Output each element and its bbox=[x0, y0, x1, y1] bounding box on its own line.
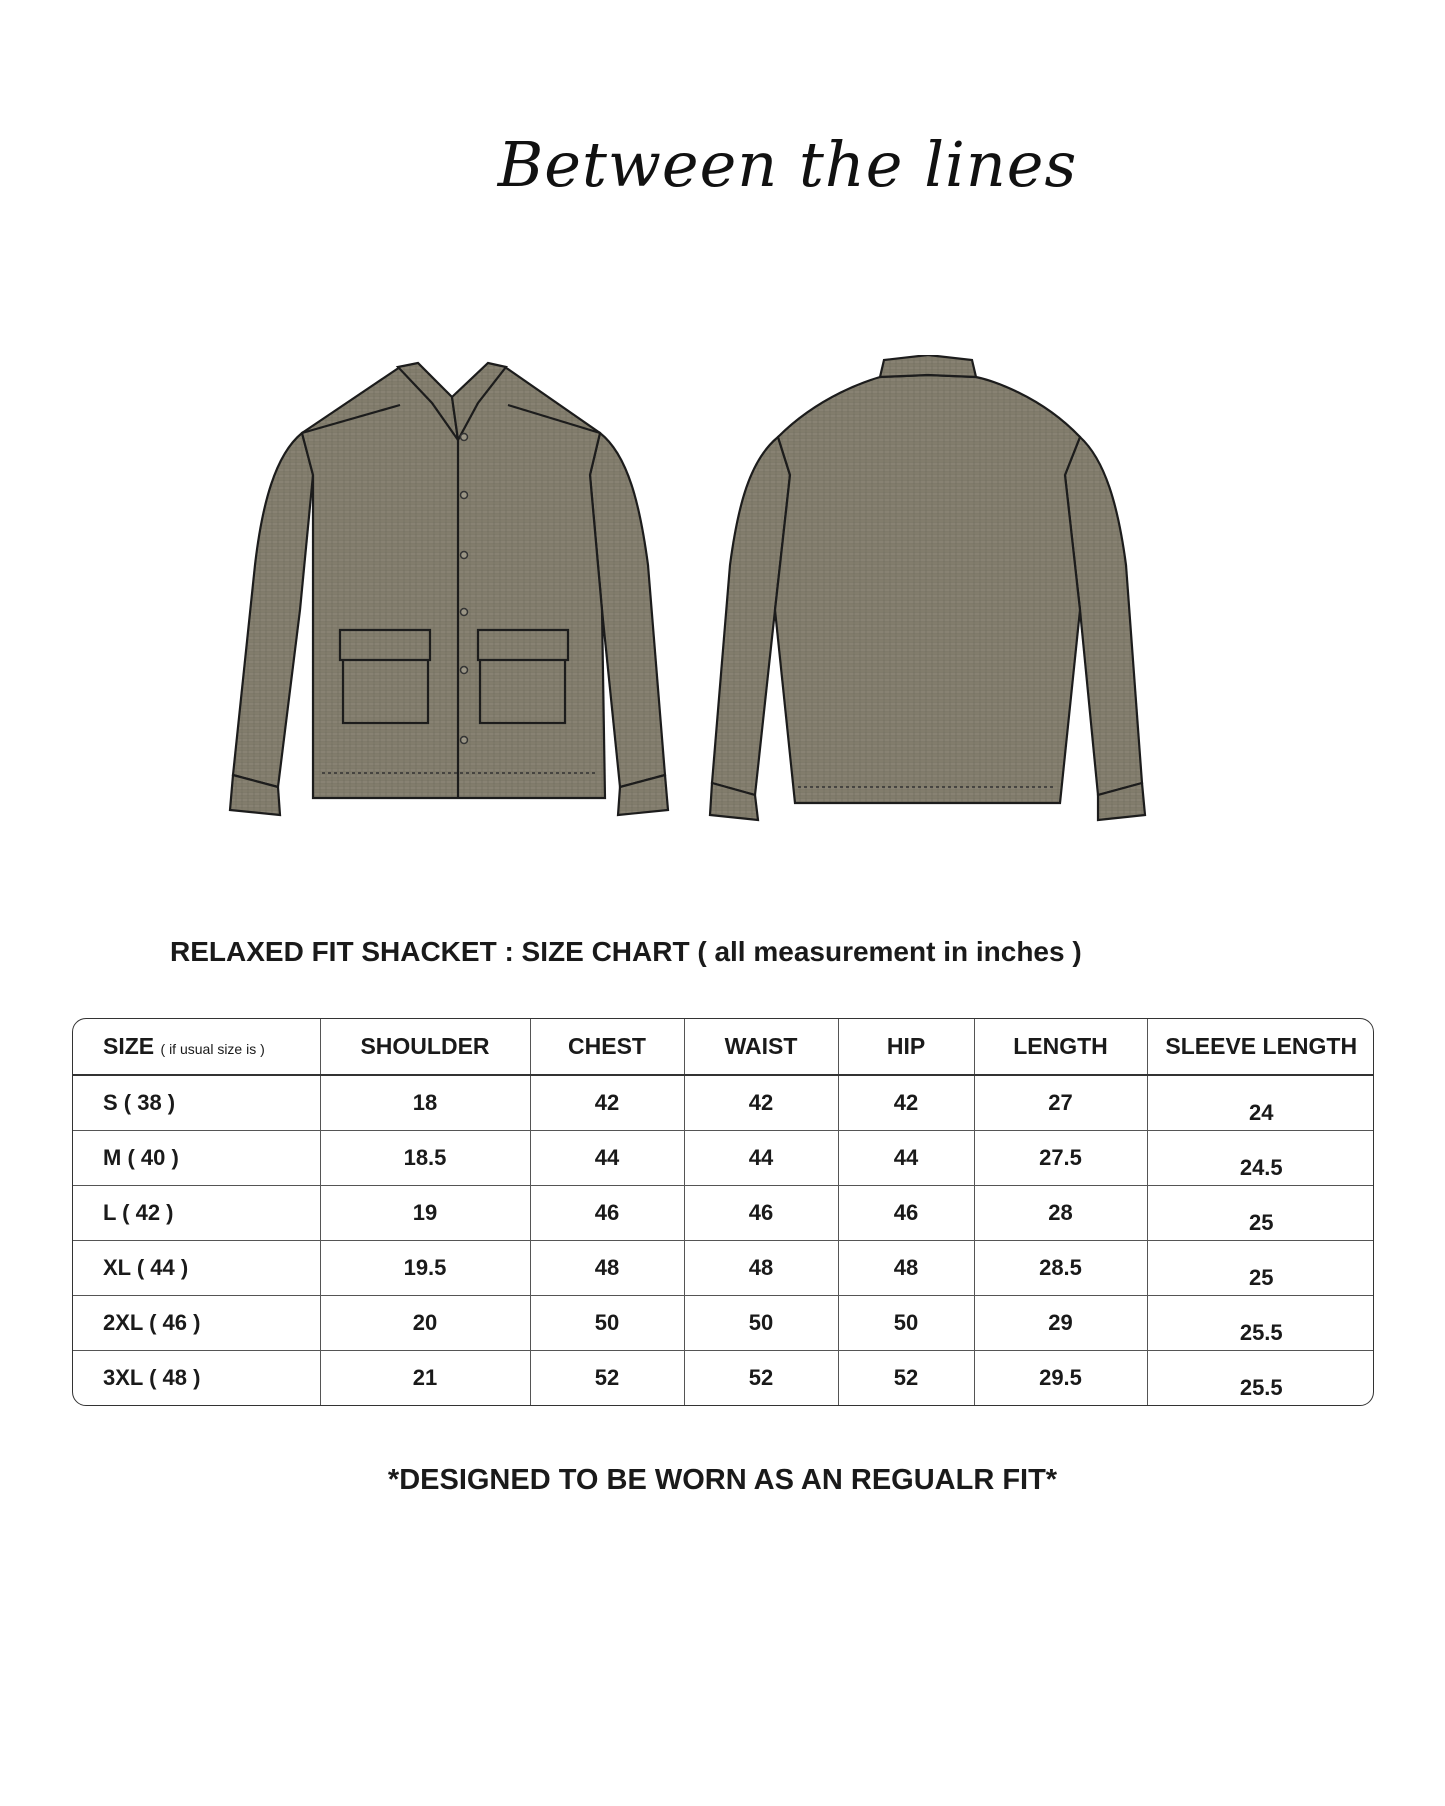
size-table bbox=[73, 1019, 1374, 1405]
header-size-label: SIZE bbox=[103, 1033, 155, 1059]
cell-sleeve-length bbox=[1147, 1296, 1374, 1351]
cell-sleeve-value: 24 bbox=[1249, 1100, 1274, 1125]
cell-sleeve-length bbox=[1147, 1351, 1374, 1406]
cell-sleeve-length bbox=[1147, 1241, 1374, 1296]
cell-waist: 46 bbox=[684, 1186, 838, 1241]
header-size bbox=[73, 1019, 320, 1075]
cell-hip: 44 bbox=[838, 1131, 974, 1186]
cell-length: 27 bbox=[974, 1075, 1147, 1131]
shacket-back-view bbox=[710, 355, 1145, 820]
cell-shoulder: 18 bbox=[320, 1075, 530, 1131]
cell-size: S ( 38 ) bbox=[73, 1075, 320, 1131]
cell-size: M ( 40 ) bbox=[73, 1131, 320, 1186]
header-sleeve-length: SLEEVE LENGTH bbox=[1147, 1019, 1374, 1075]
cell-size: L ( 42 ) bbox=[73, 1186, 320, 1241]
cell-sleeve-value: 25.5 bbox=[1239, 1375, 1283, 1400]
shacket-illustration bbox=[0, 355, 1445, 835]
cell-chest: 46 bbox=[530, 1186, 684, 1241]
cell-waist: 50 bbox=[684, 1296, 838, 1351]
cell-waist: 42 bbox=[684, 1075, 838, 1131]
cell-sleeve-length bbox=[1147, 1131, 1374, 1186]
cell-length: 29.5 bbox=[974, 1351, 1147, 1406]
brand-logo: Between the lines bbox=[497, 128, 1078, 201]
shacket-front-view bbox=[230, 363, 668, 815]
cell-chest: 44 bbox=[530, 1131, 684, 1186]
cell-sleeve-value: 25 bbox=[1249, 1210, 1274, 1235]
cell-shoulder: 21 bbox=[320, 1351, 530, 1406]
table-row bbox=[73, 1241, 1374, 1296]
cell-hip: 48 bbox=[838, 1241, 974, 1296]
cell-hip: 52 bbox=[838, 1351, 974, 1406]
cell-length: 28.5 bbox=[974, 1241, 1147, 1296]
cell-length: 27.5 bbox=[974, 1131, 1147, 1186]
header-length: LENGTH bbox=[974, 1019, 1147, 1075]
cell-size: 2XL ( 46 ) bbox=[73, 1296, 320, 1351]
cell-waist: 48 bbox=[684, 1241, 838, 1296]
cell-size: XL ( 44 ) bbox=[73, 1241, 320, 1296]
cell-shoulder: 18.5 bbox=[320, 1131, 530, 1186]
cell-shoulder: 19.5 bbox=[320, 1241, 530, 1296]
cell-waist: 44 bbox=[684, 1131, 838, 1186]
header-hip: HIP bbox=[838, 1019, 974, 1075]
cell-length: 29 bbox=[974, 1296, 1147, 1351]
cell-hip: 42 bbox=[838, 1075, 974, 1131]
fit-footnote: *DESIGNED TO BE WORN AS AN REGUALR FIT* bbox=[387, 1464, 1058, 1496]
cell-sleeve-value: 25.5 bbox=[1239, 1320, 1283, 1345]
cell-chest: 52 bbox=[530, 1351, 684, 1406]
cell-hip: 50 bbox=[838, 1296, 974, 1351]
cell-chest: 42 bbox=[530, 1075, 684, 1131]
cell-waist: 52 bbox=[684, 1351, 838, 1406]
cell-hip: 46 bbox=[838, 1186, 974, 1241]
size-chart-table bbox=[72, 1018, 1374, 1406]
cell-sleeve-value: 25 bbox=[1249, 1265, 1274, 1290]
cell-shoulder: 20 bbox=[320, 1296, 530, 1351]
header-size-note: ( if usual size is ) bbox=[160, 1041, 265, 1057]
table-header-row bbox=[73, 1019, 1374, 1075]
table-row bbox=[73, 1131, 1374, 1186]
table-row bbox=[73, 1296, 1374, 1351]
cell-sleeve-length bbox=[1147, 1075, 1374, 1131]
size-chart-title: RELAXED FIT SHACKET : SIZE CHART ( all measurement in inches ) bbox=[170, 936, 1082, 967]
header-shoulder: SHOULDER bbox=[320, 1019, 530, 1075]
cell-chest: 48 bbox=[530, 1241, 684, 1296]
header-chest: CHEST bbox=[530, 1019, 684, 1075]
table-row bbox=[73, 1351, 1374, 1406]
cell-sleeve-value: 24.5 bbox=[1239, 1155, 1283, 1180]
header-waist: WAIST bbox=[684, 1019, 838, 1075]
cell-length: 28 bbox=[974, 1186, 1147, 1241]
cell-size: 3XL ( 48 ) bbox=[73, 1351, 320, 1406]
table-row bbox=[73, 1186, 1374, 1241]
cell-shoulder: 19 bbox=[320, 1186, 530, 1241]
cell-chest: 50 bbox=[530, 1296, 684, 1351]
table-row bbox=[73, 1075, 1374, 1131]
cell-sleeve-length bbox=[1147, 1186, 1374, 1241]
